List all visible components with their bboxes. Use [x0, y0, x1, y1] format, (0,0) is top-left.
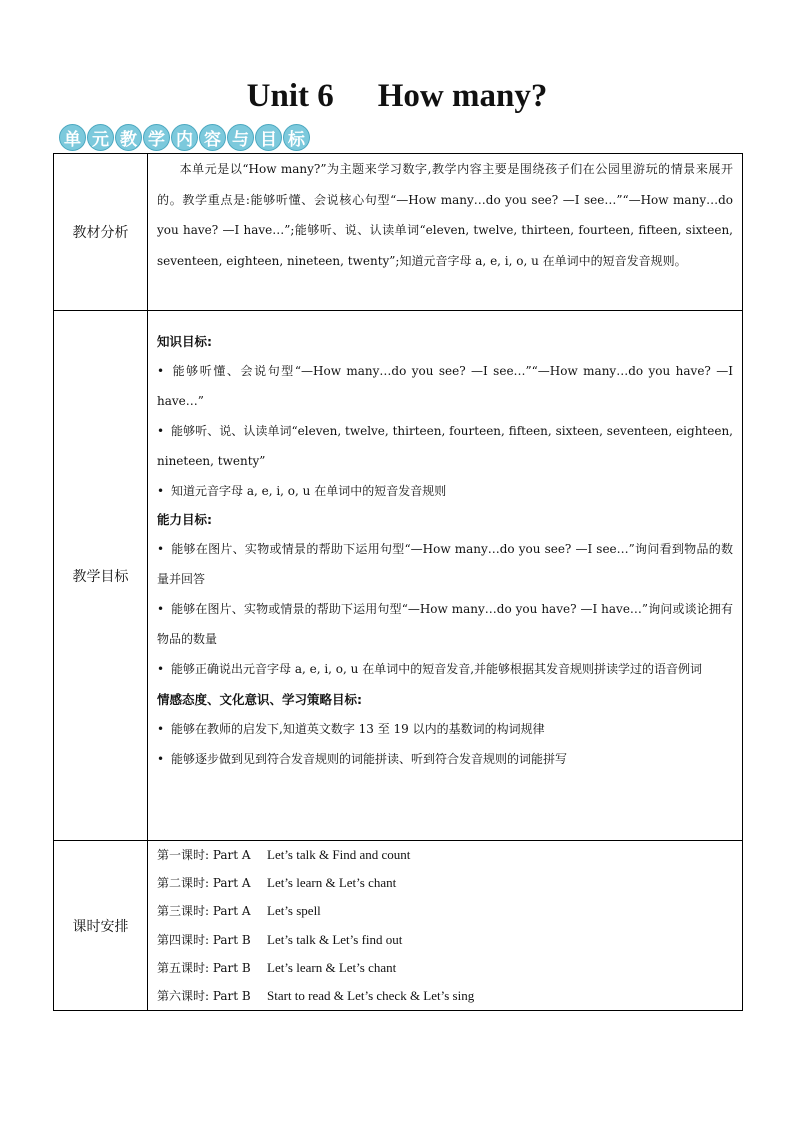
- list-item: • 能够听、说、认读单词“eleven, twelve, thirteen, fourteen, fifteen, sixteen, seventeen, eighteen, nineteen, twenty”: [157, 424, 733, 468]
- section-heading-char: 教: [115, 124, 142, 151]
- analysis-label: 教材分析: [54, 154, 148, 311]
- schedule-row: [54, 841, 743, 1011]
- ability-heading: 能力目标:: [157, 512, 212, 527]
- schedule-item: 第六课时: Part B Start to read & Let’s check & Let’s sing: [157, 988, 475, 1004]
- list-item: • 能够正确说出元音字母 a, e, i, o, u 在单词中的短音发音,并能够根据其发音规则拼读学过的语音例词: [157, 662, 703, 676]
- emotion-heading: 情感态度、文化意识、学习策略目标:: [157, 692, 362, 707]
- list-item: • 能够在教师的启发下,知道英文数字 13 至 19 以内的基数词的构词规律: [157, 722, 545, 736]
- section-heading: [59, 123, 311, 151]
- objectives-row: [54, 311, 743, 841]
- section-heading-char: 内: [171, 124, 198, 151]
- title-unit: Unit 6: [246, 78, 334, 114]
- section-heading-char: 标: [283, 124, 310, 151]
- knowledge-heading: 知识目标:: [157, 334, 212, 349]
- schedule-label: 课时安排: [54, 841, 148, 1011]
- section-heading-char: 目: [255, 124, 282, 151]
- lesson-plan-table: [53, 153, 743, 1011]
- list-item: • 能够逐步做到见到符合发音规则的词能拼读、听到符合发音规则的词能拼写: [157, 752, 568, 766]
- page-title: [0, 78, 794, 115]
- section-heading-char: 容: [199, 124, 226, 151]
- schedule-item: 第二课时: Part A Let’s learn & Let’s chant: [157, 875, 397, 891]
- title-topic: How many?: [377, 78, 548, 114]
- schedule-item: 第四课时: Part B Let’s talk & Let’s find out: [157, 931, 403, 947]
- analysis-row: [54, 154, 743, 311]
- list-item: • 能够在图片、实物或情景的帮助下运用句型“—How many…do you see? —I see…”询问看到物品的数量并回答: [157, 542, 733, 586]
- section-heading-char: 与: [227, 124, 254, 151]
- analysis-text: 本单元是以“How many?”为主题来学习数字,教学内容主要是围绕孩子们在公园里游玩的情景来展开的。教学重点是:能够听懂、会说核心句型“—How many…do you see? —I see…”“—How many…do you have? —I have…”;能够听、说、认读单词“eleven, twelve, thirteen, fourteen, fifteen, sixteen, seventeen, eighteen, nineteen, twenty”;知道元音字母 a, e, i, o, u 在单词中的短音发音规则。: [157, 162, 733, 268]
- objectives-label: 教学目标: [54, 311, 148, 841]
- section-heading-char: 单: [59, 124, 86, 151]
- schedule-item: 第五课时: Part B Let’s learn & Let’s chant: [157, 959, 397, 975]
- section-heading-char: 学: [143, 124, 170, 151]
- section-heading-char: 元: [87, 124, 114, 151]
- schedule-item: 第三课时: Part A Let’s spell: [157, 903, 321, 919]
- list-item: • 能够在图片、实物或情景的帮助下运用句型“—How many…do you have? —I have…”询问或谈论拥有物品的数量: [157, 602, 733, 646]
- list-item: • 能够听懂、会说句型“—How many…do you see? —I see…”“—How many…do you have? —I have…”: [157, 364, 733, 408]
- schedule-item: 第一课时: Part A Let’s talk & Find and count: [157, 847, 411, 862]
- list-item: • 知道元音字母 a, e, i, o, u 在单词中的短音发音规则: [157, 484, 447, 498]
